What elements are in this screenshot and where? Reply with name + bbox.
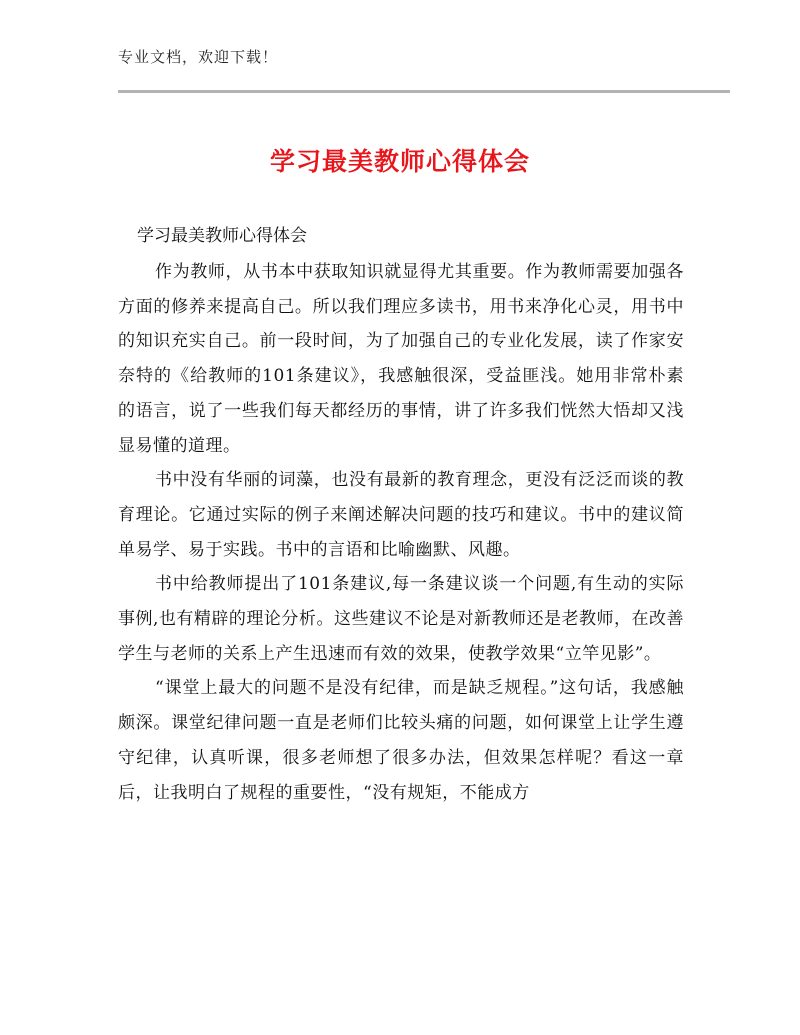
body-paragraph: 作为教师，从书本中获取知识就显得尤其重要。作为教师需要加强各方面的修养来提高自己。所以我们理应多读书，用书来净化心灵，用书中的知识充实自己。前一段时间，为了加强自己的专业化发展，读了作家安奈特的《给教师的101条建议》，我感触很深，受益匪浅。她用非常朴素的语言，说了一些我们每天都经历的事情，讲了许多我们恍然大悟却又浅显易懂的道理。 — [118, 262, 684, 456]
header-divider — [118, 90, 730, 93]
document-body — [118, 255, 684, 810]
body-paragraph: 书中没有华丽的词藻，也没有最新的教育理念，更没有泛泛而谈的教育理论。它通过实际的例子来阐述解决问题的技巧和建议。书中的建议简单易学、易于实践。书中的言语和比喻幽默、风趣。 — [118, 470, 684, 560]
document-subtitle: 学习最美教师心得体会 — [137, 226, 307, 246]
body-paragraph: 书中给教师提出了101条建议,每一条建议谈一个问题,有生动的实际事例,也有精辟的理论分析。这些建议不论是对新教师还是老教师，在改善学生与老师的关系上产生迅速而有效的效果，使教学效果“立竿见影”。 — [118, 574, 684, 664]
page-header-text: 专业文档，欢迎下载！ — [118, 48, 279, 66]
body-paragraph: “课堂上最大的问题不是没有纪律，而是缺乏规程。”这句话，我感触颇深。课堂纪律问题一直是老师们比较头痛的问题，如何课堂上让学生遵守纪律，认真听课，很多老师想了很多办法，但效果怎样呢？看这一章后，让我明白了规程的重要性，“没有规矩，不能成方 — [118, 678, 684, 803]
document-title: 学习最美教师心得体会 — [269, 147, 530, 176]
